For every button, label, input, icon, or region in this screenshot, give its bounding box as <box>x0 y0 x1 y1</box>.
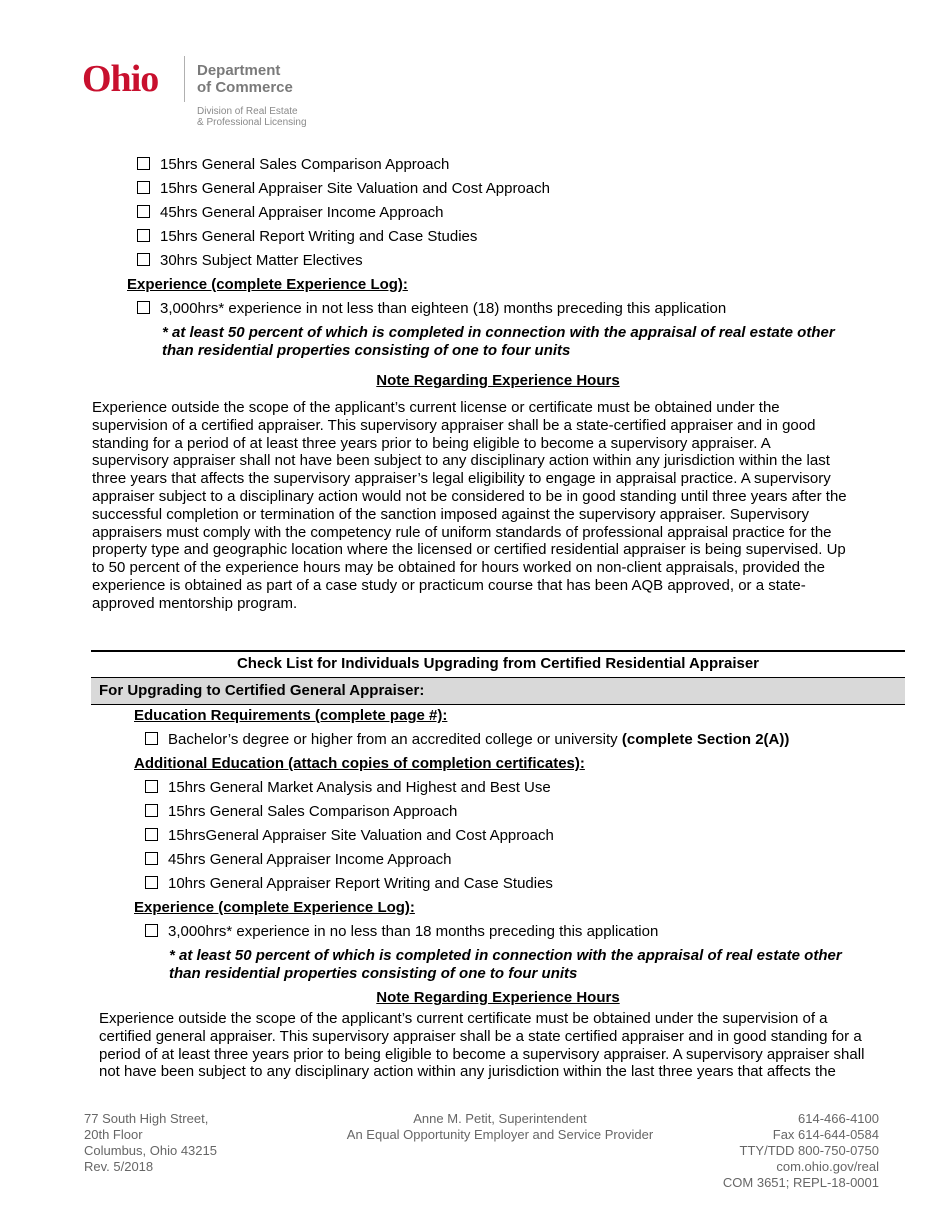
note-line: appraiser subject to a disciplinary action would not be considered to be in good standing until three years after the <box>92 487 847 505</box>
checklist-item <box>137 204 444 222</box>
checklist-item-label: 45hrs General Appraiser Income Approach <box>168 851 452 868</box>
footer-website: com.ohio.gov/real <box>776 1159 879 1174</box>
footer-center <box>300 1111 700 1143</box>
footer-form-number: COM 3651; REPL-18-0001 <box>722 1175 879 1190</box>
checkbox[interactable] <box>145 852 158 865</box>
note-line: Experience outside the scope of the applicant’s current license or certificate must be obtained under the <box>92 399 780 416</box>
note-line: property type and geographic location where the licensed or certified residential appraiser is being supervised. Up <box>92 541 846 559</box>
education-heading: Education Requirements (complete page #): <box>134 707 448 724</box>
note-paragraph <box>99 1010 909 1081</box>
footer-superintendent: Anne M. Petit, Superintendent <box>413 1111 587 1126</box>
section-bar <box>91 677 905 705</box>
footer-revision: Rev. 5/2018 <box>84 1159 154 1174</box>
education-item-label: Bachelor’s degree or higher from an accredited college or university <box>168 731 622 748</box>
experience-item <box>145 923 658 941</box>
experience-note-line: than residential properties consisting of one to four units <box>169 965 578 982</box>
note-line: not have been subject to any disciplinary action within any jurisdiction within the last three years that affects the <box>99 1063 836 1081</box>
checklist-item-label: 30hrs Subject Matter Electives <box>160 252 363 269</box>
checkbox[interactable] <box>137 229 150 242</box>
department-name <box>197 62 293 96</box>
experience-item <box>137 300 726 318</box>
footer-eeo: An Equal Opportunity Employer and Service Provider <box>346 1127 654 1142</box>
experience-note <box>162 324 835 360</box>
checklist-item <box>145 779 551 797</box>
experience-note <box>169 947 842 983</box>
footer-contact <box>723 1111 879 1191</box>
checklist-item <box>145 875 553 893</box>
department-line-2: of Commerce <box>197 79 293 96</box>
checklist-item <box>137 228 477 246</box>
checklist-item-label: 45hrs General Appraiser Income Approach <box>160 204 444 221</box>
logo-divider <box>184 56 185 102</box>
footer-address <box>84 1111 217 1175</box>
department-line-1: Department <box>197 62 281 79</box>
checklist-title: Check List for Individuals Upgrading from Certified Residential Appraiser <box>236 655 760 672</box>
note-line: supervisory appraiser shall not have been subject to any disciplinary action within any jurisdiction within the last <box>92 452 830 470</box>
checklist-item <box>137 156 449 174</box>
note-line: successful completion or termination of the sanction imposed against the supervisory appraiser. Supervisory <box>92 505 810 523</box>
note-line: appraisers must comply with the competency rule of uniform standards of professional appraisal practice for the <box>92 523 832 541</box>
division-name <box>197 106 307 128</box>
note-title: Note Regarding Experience Hours <box>376 989 620 1006</box>
experience-note-line: * at least 50 percent of which is completed in connection with the appraisal of real estate other <box>169 947 842 964</box>
section-divider <box>91 650 905 652</box>
checklist-item-label: 15hrs General Sales Comparison Approach <box>168 803 458 820</box>
experience-heading: Experience (complete Experience Log): <box>134 899 415 916</box>
footer-address-line: 77 South High Street, <box>84 1111 209 1126</box>
additional-education-heading: Additional Education (attach copies of completion certificates): <box>134 755 585 772</box>
note-line: approved mentorship program. <box>92 594 298 612</box>
note-line: standing for a period of at least three years prior to being eligible to become a supervisory appraiser. A <box>92 434 771 452</box>
division-line-1: Division of Real Estate <box>197 106 298 117</box>
experience-heading: Experience (complete Experience Log): <box>127 276 408 293</box>
checkbox[interactable] <box>145 924 158 937</box>
checkbox[interactable] <box>145 828 158 841</box>
education-item-bold: (complete Section 2(A)) <box>621 731 790 748</box>
checklist-item-label: 15hrs General Market Analysis and Highest and Best Use <box>168 779 551 796</box>
note-line: Experience outside the scope of the applicant’s current certificate must be obtained under the supervision of a <box>99 1010 828 1027</box>
footer-fax: Fax 614-644-0584 <box>772 1127 879 1142</box>
footer-address-line: Columbus, Ohio 43215 <box>84 1143 217 1158</box>
checkbox[interactable] <box>145 732 158 745</box>
experience-note-line: * at least 50 percent of which is completed in connection with the appraisal of real estate other <box>162 324 835 341</box>
division-line-2: & Professional Licensing <box>197 117 307 128</box>
checkbox[interactable] <box>137 301 150 314</box>
checklist-item <box>145 851 452 869</box>
checklist-item <box>137 180 550 198</box>
footer-address-line: 20th Floor <box>84 1127 143 1142</box>
experience-item-label: 3,000hrs* experience in no less than 18 months preceding this application <box>168 923 659 940</box>
checklist-item <box>145 803 457 821</box>
checklist-item-label: 15hrs General Sales Comparison Approach <box>160 156 450 173</box>
note-line: certified general appraiser. This supervisory appraiser shall be a state certified appraiser and in good standing for a <box>99 1027 862 1045</box>
checkbox[interactable] <box>145 804 158 817</box>
experience-note-line: than residential properties consisting of one to four units <box>162 342 571 359</box>
checkbox[interactable] <box>137 181 150 194</box>
checklist-item <box>137 252 363 270</box>
footer-phone: 614-466-4100 <box>798 1111 879 1126</box>
checkbox[interactable] <box>137 157 150 170</box>
section-bar-title: For Upgrading to Certified General Appraiser: <box>99 682 425 699</box>
experience-item-label: 3,000hrs* experience in not less than eighteen (18) months preceding this application <box>160 300 727 317</box>
checkbox[interactable] <box>145 876 158 889</box>
checkbox[interactable] <box>137 205 150 218</box>
note-line: experience is obtained as part of a case study or practicum course that has been AQB approved, or a state- <box>92 576 806 594</box>
checklist-item-label: 10hrs General Appraiser Report Writing and Case Studies <box>168 875 553 892</box>
checkbox[interactable] <box>145 780 158 793</box>
ohio-logo: Ohio <box>82 58 159 100</box>
checklist-item-label: 15hrs General Appraiser Site Valuation and Cost Approach <box>160 180 550 197</box>
checklist-item <box>145 827 554 845</box>
footer-tty: TTY/TDD 800-750-0750 <box>739 1143 879 1158</box>
note-paragraph <box>92 399 912 613</box>
note-line: to 50 percent of the experience hours may be obtained for hours worked on non-client appraisals, provided the <box>92 559 825 577</box>
education-item <box>145 731 789 749</box>
checklist-item-label: 15hrs General Report Writing and Case Studies <box>160 228 478 245</box>
note-line: period of at least three years prior to being eligible to become a supervisory appraiser. A supervisory appraiser shall <box>99 1045 865 1063</box>
checklist-item-label: 15hrsGeneral Appraiser Site Valuation and Cost Approach <box>168 827 554 844</box>
note-line: supervision of a certified appraiser. This supervisory appraiser shall be a state-certified appraiser and in good <box>92 416 816 434</box>
checkbox[interactable] <box>137 253 150 266</box>
note-line: three years that affects the supervisory appraiser’s legal eligibility to engage in appraisal practice. A supervisory <box>92 470 831 488</box>
note-title: Note Regarding Experience Hours <box>376 372 620 389</box>
